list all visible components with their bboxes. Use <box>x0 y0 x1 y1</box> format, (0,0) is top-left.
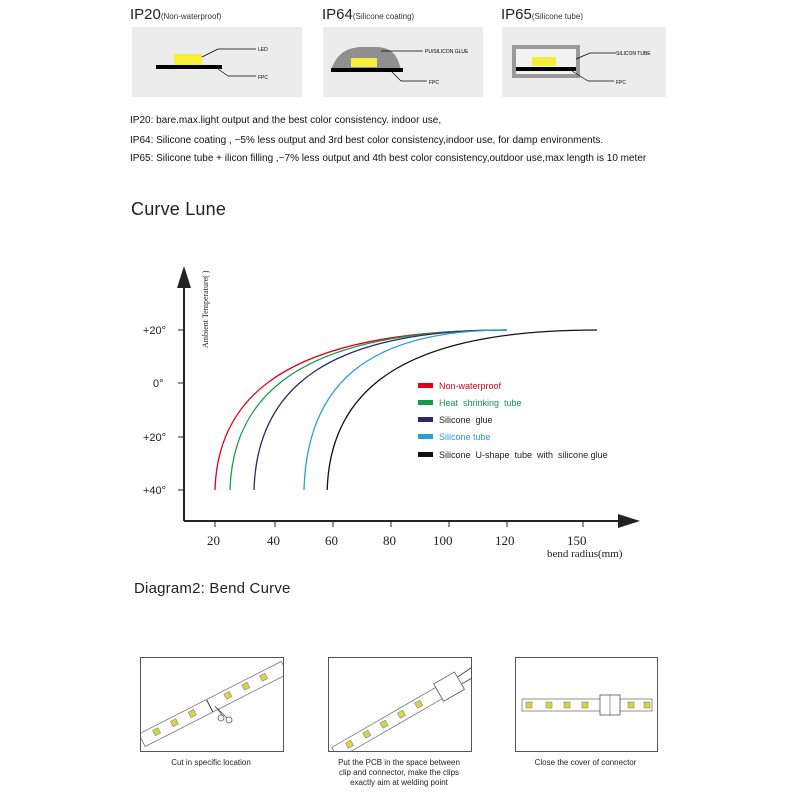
curve-silicone-u-shape <box>327 330 597 490</box>
legend-label-silicone-tube: Silicone tube <box>439 432 491 442</box>
legend-swatch-non-waterproof <box>418 383 433 388</box>
y-axis-arrow <box>177 266 191 288</box>
step2-illustration <box>328 657 472 752</box>
ip20-description: IP20: bare.max.light output and the best color consistency. indoor use, <box>130 115 442 126</box>
x-tick-label: 150 <box>567 533 587 548</box>
bend-section-title: Diagram2: Bend Curve <box>134 580 291 597</box>
step2-caption-line: clip and connector, make the clips <box>338 768 460 777</box>
y-tick-label: +40° <box>143 485 167 497</box>
step3-strip-left <box>522 699 602 711</box>
ip20-fpc-label: FPC <box>258 75 268 81</box>
x-axis-arrow <box>618 514 640 528</box>
x-tick-label: 80 <box>383 533 396 548</box>
ip20-code: IP20 <box>130 6 161 23</box>
ip64-glue-label: PU/SILICON GLUE <box>425 49 469 55</box>
legend-label-u-shape: Silicone U-shape tube with silicone glue <box>439 450 608 460</box>
step1-illustration <box>140 657 284 752</box>
y-tick-label: 0° <box>153 378 164 390</box>
step2-caption-line: exactly aim at welding point <box>350 778 448 787</box>
y-tick-label: +20° <box>143 432 167 444</box>
step1-caption-line: Cut in specific location <box>171 758 251 767</box>
legend-swatch-heat-shrinking <box>418 400 433 405</box>
legend-label-silicone-glue: Silicone glue <box>439 415 493 425</box>
step2-caption-line: Put the PCB in the space between <box>338 758 460 767</box>
x-tick-label: 120 <box>495 533 515 548</box>
curve-section-title: Curve Lune <box>131 199 227 219</box>
step1-caption <box>140 758 282 768</box>
ip65-subtitle: (Silicone tube) <box>531 12 583 21</box>
legend-swatch-u-shape <box>418 452 433 457</box>
step1-strip <box>141 661 283 746</box>
legend-swatch-silicone-tube <box>418 434 433 439</box>
ip20-subtitle: (Non-waterproof) <box>160 12 222 21</box>
ip64-code: IP64 <box>322 6 353 23</box>
scissors-icon <box>215 706 232 723</box>
x-tick-label: 60 <box>325 533 338 548</box>
step3-illustration <box>515 657 658 752</box>
legend-label-heat-shrinking: Heat shrinking tube <box>439 398 522 408</box>
ip65-code: IP65 <box>501 6 532 23</box>
curve-heat-shrinking <box>230 330 507 490</box>
ip64-subtitle: (Silicone coating) <box>352 12 415 21</box>
x-tick-label: 40 <box>267 533 280 548</box>
x-ticks <box>207 533 587 548</box>
curve-series-group <box>215 330 597 490</box>
y-tick-label: +20° <box>143 325 167 337</box>
ip20-led-label: LED <box>258 47 268 53</box>
chart-legend <box>418 381 608 460</box>
x-axis-label: bend radius(mm) <box>547 548 623 560</box>
step2-caption <box>318 758 480 788</box>
ip65-description: IP65: Silicone tube + ilicon filling ,~7% less output and 4th best color consistency,outdoor use,max length is 10 meter <box>130 153 647 164</box>
y-axis-label: Ambient Temperature( ) <box>201 270 210 348</box>
legend-swatch-silicone-glue <box>418 417 433 422</box>
legend-label-non-waterproof: Non-waterproof <box>439 381 502 391</box>
step3-caption-line: Close the cover of connector <box>534 758 637 767</box>
ip64-fpc-label: FPC <box>429 80 439 86</box>
ip65-fpc-label: FPC <box>616 80 626 86</box>
step3-caption <box>505 758 666 768</box>
x-tick-label: 20 <box>207 533 220 548</box>
curve-non-waterproof <box>215 330 507 490</box>
x-tick-label: 100 <box>433 533 453 548</box>
ip65-tube-label: SILICON TUBE <box>616 51 651 57</box>
ip64-description: IP64: Silicone coating , ~5% less output and 3rd best color consistency,indoor use, for damp environments. <box>130 135 604 146</box>
y-ticks <box>143 325 184 497</box>
